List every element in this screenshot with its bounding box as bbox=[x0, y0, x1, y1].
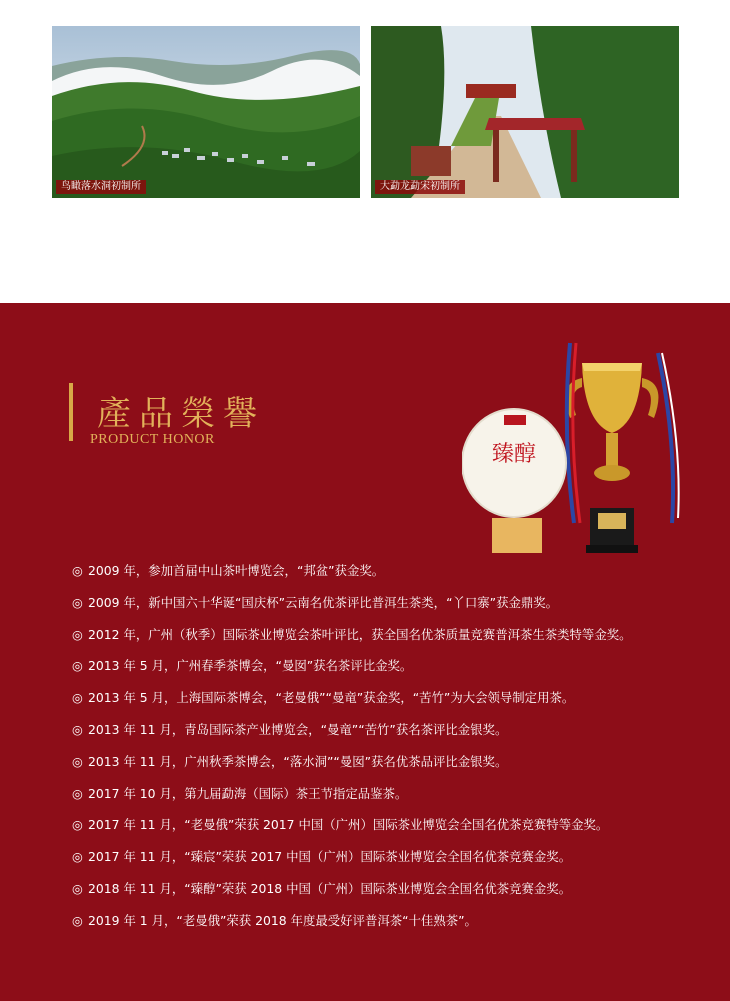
honor-item bbox=[72, 560, 722, 592]
honor-text: 2019 年 1 月，“老曼俄”荣获 2018 年度最受好评普洱茶“十佳熟茶”。 bbox=[88, 912, 477, 928]
bullet-icon: ◎ bbox=[72, 721, 83, 737]
photo-caption: 鸟瞰落水洞初制所 bbox=[56, 180, 146, 194]
tea-cake-label: 臻醇 bbox=[491, 442, 537, 467]
photo-caption: 大勐龙勐宋初制所 bbox=[375, 180, 465, 194]
bullet-icon: ◎ bbox=[72, 880, 83, 896]
honor-text: 2013 年 11 月，青岛国际茶产业博览会，“曼竜”“苦竹”获名茶评比金银奖。 bbox=[88, 721, 508, 737]
bullet-icon: ◎ bbox=[72, 785, 83, 801]
aerial-mountain-photo bbox=[52, 26, 360, 198]
honor-text: 2018 年 11 月，“臻醇”荣获 2018 中国（广州）国际茶业博览会全国名优茶竞赛金奖。 bbox=[88, 880, 572, 896]
honor-item bbox=[72, 751, 722, 783]
section-subtitle: PRODUCT HONOR bbox=[90, 432, 215, 447]
bullet-icon: ◎ bbox=[72, 817, 83, 833]
honor-item bbox=[72, 719, 722, 751]
honor-item bbox=[72, 783, 722, 815]
honor-item bbox=[72, 655, 722, 687]
bullet-icon: ◎ bbox=[72, 594, 83, 610]
honor-text: 2017 年 11 月，“老曼俄”荣获 2017 中国（广州）国际茶业博览会全国名优茶竞赛特等金奖。 bbox=[88, 817, 609, 833]
trophy-icon bbox=[566, 343, 679, 553]
bullet-icon: ◎ bbox=[72, 658, 83, 674]
honor-item bbox=[72, 814, 722, 846]
honor-text: 2013 年 5 月，广州春季茶博会，“曼囡”获名茶评比金奖。 bbox=[88, 658, 413, 674]
bullet-icon: ◎ bbox=[72, 626, 83, 642]
honor-text: 2017 年 11 月，“臻宸”荣获 2017 中国（广州）国际茶业博览会全国名优茶竞赛金奖。 bbox=[88, 849, 572, 865]
honor-section bbox=[0, 303, 730, 1001]
honor-text: 2013 年 11 月，广州秋季茶博会，“落水洞”“曼囡”获名优茶品评比金银奖。 bbox=[88, 753, 508, 769]
bullet-icon: ◎ bbox=[72, 563, 83, 578]
honor-text: 2012 年，广州（秋季）国际茶业博览会茶叶评比，获全国名优茶质量竞赛普洱茶生茶类特等金奖。 bbox=[88, 626, 632, 642]
photo-section bbox=[0, 0, 730, 303]
bullet-icon: ◎ bbox=[72, 753, 83, 769]
honor-item bbox=[72, 878, 722, 910]
honor-item bbox=[72, 592, 722, 624]
honor-list bbox=[72, 560, 722, 942]
honor-text: 2017 年 10 月，第九届勐海（国际）茶王节指定品鉴茶。 bbox=[88, 785, 408, 801]
honor-text: 2013 年 5 月，上海国际茶博会，“老曼俄”“曼竜”获金奖，“苦竹”为大会领导制定用茶。 bbox=[88, 690, 575, 706]
honor-item bbox=[72, 687, 722, 719]
factory-entrance-photo bbox=[371, 26, 679, 198]
honor-item bbox=[72, 624, 722, 656]
tea-cake-icon bbox=[462, 409, 566, 553]
honor-text: 2009 年，参加首届中山茶叶博览会，“邦盆”获金奖。 bbox=[88, 563, 385, 578]
honor-text: 2009 年，新中国六十华诞“国庆杯”云南名优茶评比普洱生茶类，“丫口寨”获金鼎奖。 bbox=[88, 594, 559, 610]
trophy-and-tea-cake-image bbox=[462, 323, 702, 563]
bullet-icon: ◎ bbox=[72, 849, 83, 865]
bullet-icon: ◎ bbox=[72, 690, 83, 706]
bullet-icon: ◎ bbox=[72, 912, 83, 928]
honor-item bbox=[72, 846, 722, 878]
section-title: 產品榮譽 bbox=[97, 394, 265, 434]
honor-item bbox=[72, 910, 722, 942]
title-accent-bar bbox=[69, 383, 73, 441]
